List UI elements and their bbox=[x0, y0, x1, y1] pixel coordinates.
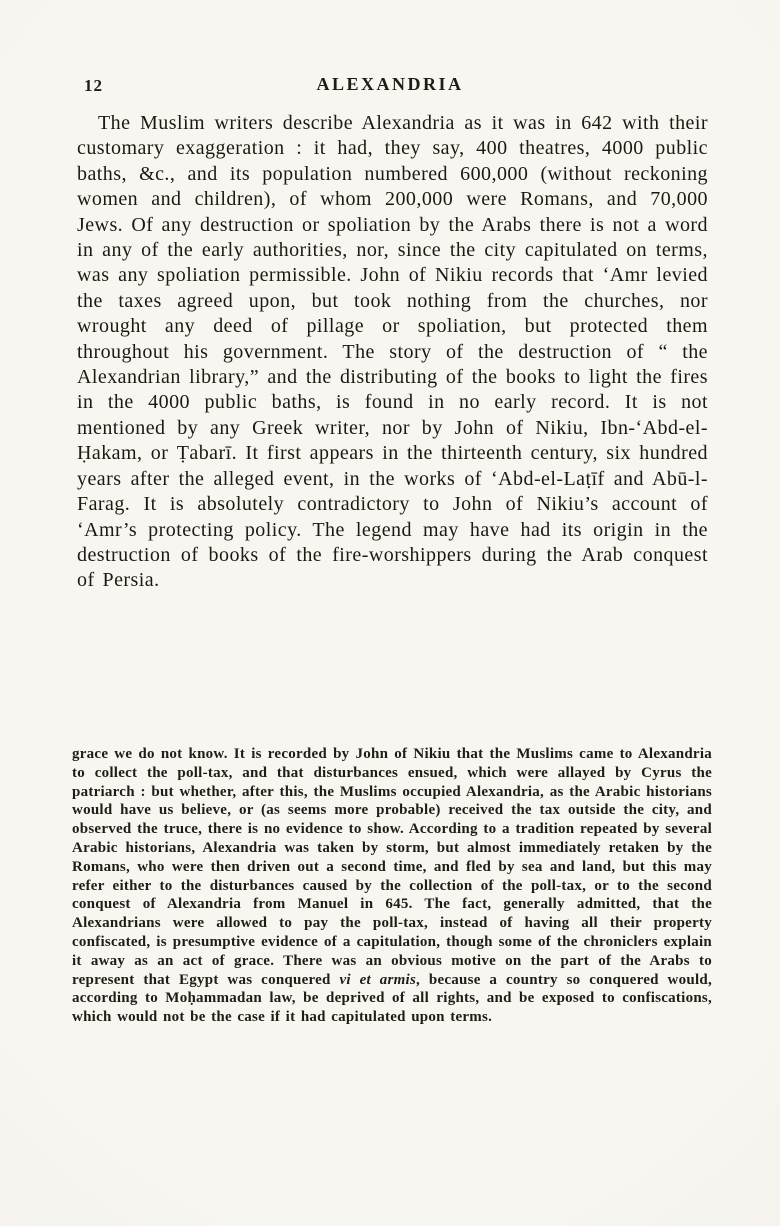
footnote bbox=[72, 745, 712, 1027]
main-paragraph: The Muslim writers describe Alexandria as it was in 642 with their customary exaggeration : it had, they say, 400 theatres, 4000 public baths, &c., and its population numbered 600,000 (without reckoning women and children), of whom 200,000 were Romans, and 70,000 Jews. Of any destruction or spoliation by the Arabs there is not a word in any of the early authorities, nor, since the city capitulated on terms, was any spoliation permissible. John of Nikiu records that ‘Amr levied the taxes agreed upon, but took nothing from the churches, nor wrought any deed of pillage or spoliation, but protected them throughout his government. The story of the destruction of “ the Alexandrian library,” and the distributing of the books to light the fires in the 4000 public baths, is found in no early record. It is not mentioned by any Greek writer, nor by John of Nikiu, Ibn-‘Abd-el-Ḥakam, or Ṭabarī. It first appears in the thirteenth century, six hundred years after the alleged event, in the works of ‘Abd-el-Laṭīf and Abū-l-Farag. It is absolutely contradictory to John of Nikiu’s account of ‘Amr’s protecting policy. The legend may have had its origin in the destruction of books of the fire-worshippers during the Arab conquest of Persia. bbox=[77, 112, 708, 592]
footnote-text-after: , because a country so conquered would, according to Moḥammadan law, be deprived of all rights, and be exposed to confiscations, which would not be the case if it had capitulated upon terms. bbox=[72, 971, 712, 1026]
running-title: ALEXANDRIA bbox=[316, 74, 464, 94]
footnote-latin-phrase: vi et armis bbox=[339, 971, 417, 988]
page-number: 12 bbox=[84, 76, 103, 95]
footnote-text-before: grace we do not know. It is recorded by John of Nikiu that the Muslims came to Alexandria to collect the poll-tax, and that disturbances ensued, which were allayed by Cyrus the patriarch : but whether, after this, the Muslims occupied Alexandria, as the Arabic historians would have us believe, or (as seems more probable) received the tax outside the city, and observed the truce, there is no evidence to show. According to a tradition repeated by several Arabic historians, Alexandria was taken by storm, but almost immediately retaken by the Romans, who were then driven out a second time, and fled by sea and land, but this may refer either to the disturbances caused by the collection of the poll-tax, or to the second conquest of Alexandria from Manuel in 645. The fact, generally admitted, that the Alexandrians were allowed to pay the poll-tax, instead of having all their property confiscated, is presumptive evidence of a capitulation, though some of the chroniclers explain it away as an act of grace. There was an obvious motive on the part of the Arabs to represent that Egypt was conquered bbox=[72, 746, 712, 988]
running-head bbox=[0, 74, 780, 98]
